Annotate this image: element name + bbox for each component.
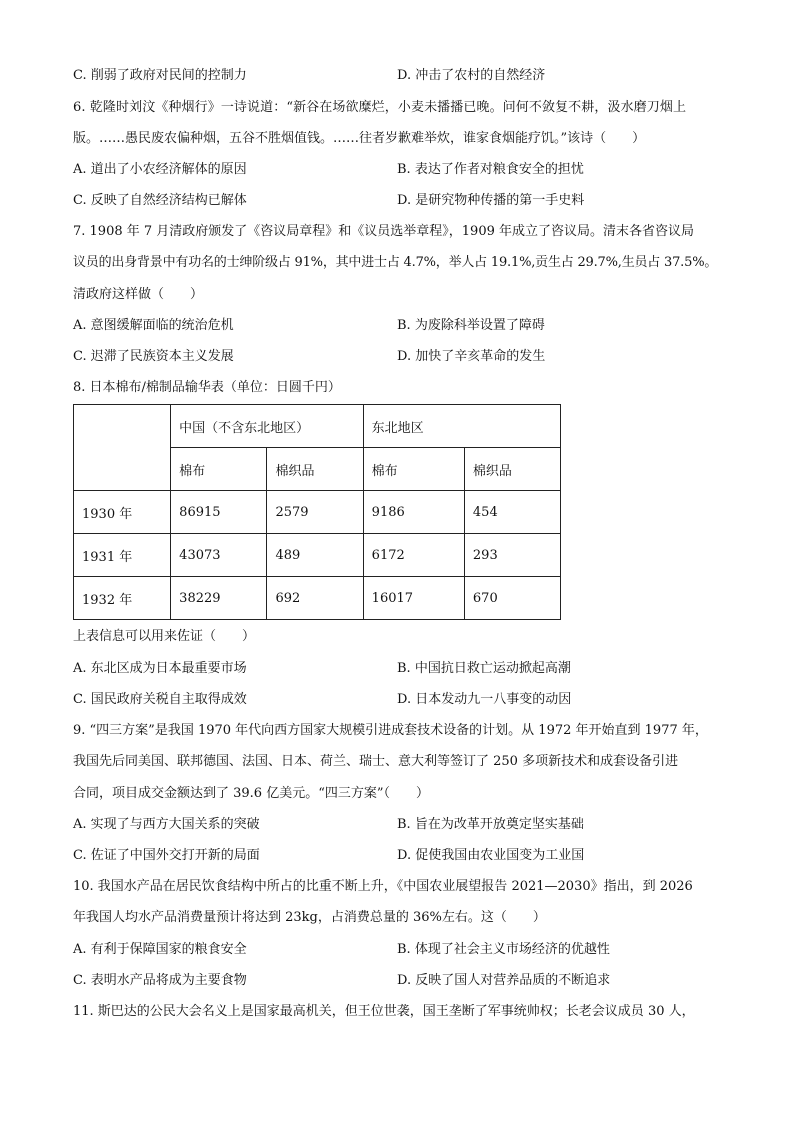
q8-option-c: C. 国民政府关税自主取得成效 <box>73 692 247 707</box>
q10-option-b: B. 体现了社会主义市场经济的优越性 <box>397 942 610 957</box>
table-cell: 489 <box>267 534 363 577</box>
q8-option-a: A. 东北区成为日本最重要市场 <box>73 661 247 676</box>
row-year: 1931 年 <box>74 534 171 577</box>
q9-stem-line1: 9. “四三方案”是我国 1970 年代向西方国家大规模引进成套技术设备的计划。从 1972 年开始直到 1977 年， <box>73 723 708 738</box>
table-cell: 2579 <box>267 491 363 534</box>
table-cell: 9186 <box>363 491 464 534</box>
table-group-header: 东北地区 <box>363 405 560 448</box>
row-year: 1932 年 <box>74 577 171 620</box>
q9-option-b: B. 旨在为改革开放奠定坚实基础 <box>397 817 584 832</box>
q9-option-d: D. 促使我国由农业国变为工业国 <box>397 848 585 863</box>
q6-stem-line1: 6. 乾隆时刘汶《种烟行》一诗说道：“新谷在场欲糜烂，小麦未播播已晚。问何不敛复不耕，汲水磨刀烟上 <box>73 100 687 115</box>
table-subheader: 棉布 <box>363 448 464 491</box>
table-cell: 670 <box>464 577 560 620</box>
q10-option-a: A. 有利于保障国家的粮食安全 <box>73 942 247 957</box>
q6-option-a: A. 道出了小农经济解体的原因 <box>73 162 247 177</box>
q6-stem-line2: 版。……愚民废农偏种烟，五谷不胜烟值钱。……往者岁歉难举炊，谁家食烟能疗饥。”该诗（ ） <box>73 131 646 146</box>
q6-option-c: C. 反映了自然经济结构已解体 <box>73 193 247 208</box>
table-cell: 43073 <box>171 534 267 577</box>
q9-option-a: A. 实现了与西方大国关系的突破 <box>73 817 260 832</box>
table-cell: 38229 <box>171 577 267 620</box>
table-cell: 454 <box>464 491 560 534</box>
cotton-export-table <box>73 404 561 620</box>
table-cell: 6172 <box>363 534 464 577</box>
q7-stem-line1: 7. 1908 年 7 月清政府颁发了《咨议局章程》和《议员选举章程》，1909 年成立了咨议局。清末各省咨议局 <box>73 224 695 239</box>
table-cell: 692 <box>267 577 363 620</box>
q7-option-d: D. 加快了辛亥革命的发生 <box>397 349 546 364</box>
table-subheader: 棉布 <box>171 448 267 491</box>
q8-option-d: D. 日本发动九一八事变的动因 <box>397 692 572 707</box>
q5-option-c: C. 削弱了政府对民间的控制力 <box>73 68 247 83</box>
table-row <box>74 534 561 577</box>
q7-option-a: A. 意图缓解面临的统治危机 <box>73 318 234 333</box>
q7-stem-line3: 清政府这样做（ ） <box>73 287 204 302</box>
q9-stem-line2: 我国先后同美国、联邦德国、法国、日本、荷兰、瑞士、意大利等签订了 250 多项新技术和成套设备引进 <box>73 754 679 769</box>
q9-stem-line3: 合同，项目成交金额达到了 39.6 亿美元。“四三方案”（ ） <box>73 786 430 801</box>
table-corner-cell <box>74 405 171 491</box>
q7-option-b: B. 为废除科举设置了障碍 <box>397 318 545 333</box>
q6-option-b: B. 表达了作者对粮食安全的担忧 <box>397 162 584 177</box>
q10-option-c: C. 表明水产品将成为主要食物 <box>73 973 247 988</box>
table-subheader: 棉织品 <box>464 448 560 491</box>
q10-option-d: D. 反映了国人对营养品质的不断追求 <box>397 973 611 988</box>
q11-stem-line1: 11. 斯巴达的公民大会名义上是国家最高机关，但王位世袭，国王垄断了军事统帅权；长老会议成员 30 人， <box>73 1004 695 1019</box>
q7-stem-line2: 议员的出身背景中有功名的士绅阶级占 91%，其中进士占 4.7%，举人占 19.1%,贡生占 29.7%,生员占 37.5%。 <box>73 255 718 270</box>
table-row <box>74 491 561 534</box>
table-cell: 293 <box>464 534 560 577</box>
q8-option-b: B. 中国抗日救亡运动掀起高潮 <box>397 661 571 676</box>
q9-option-c: C. 佐证了中国外交打开新的局面 <box>73 848 260 863</box>
table-cell: 16017 <box>363 577 464 620</box>
q10-stem-line2: 年我国人均水产品消费量预计将达到 23kg，占消费总量的 36%左右。这（ ） <box>73 910 546 925</box>
q7-option-c: C. 迟滞了民族资本主义发展 <box>73 349 234 364</box>
table-subheader: 棉织品 <box>267 448 363 491</box>
q8-stem: 上表信息可以用来佐证（ ） <box>73 629 256 644</box>
table-group-header: 中国（不含东北地区） <box>171 405 364 448</box>
q10-stem-line1: 10. 我国水产品在居民饮食结构中所占的比重不断上升，《中国农业展望报告 2021—2030》指出，到 2026 <box>73 879 693 894</box>
q6-option-d: D. 是研究物种传播的第一手史料 <box>397 193 585 208</box>
table-cell: 86915 <box>171 491 267 534</box>
q8-title: 8. 日本棉布/棉制品输华表（单位：日圆千円） <box>73 380 341 395</box>
table-row <box>74 577 561 620</box>
q5-option-d: D. 冲击了农村的自然经济 <box>397 68 546 83</box>
row-year: 1930 年 <box>74 491 171 534</box>
